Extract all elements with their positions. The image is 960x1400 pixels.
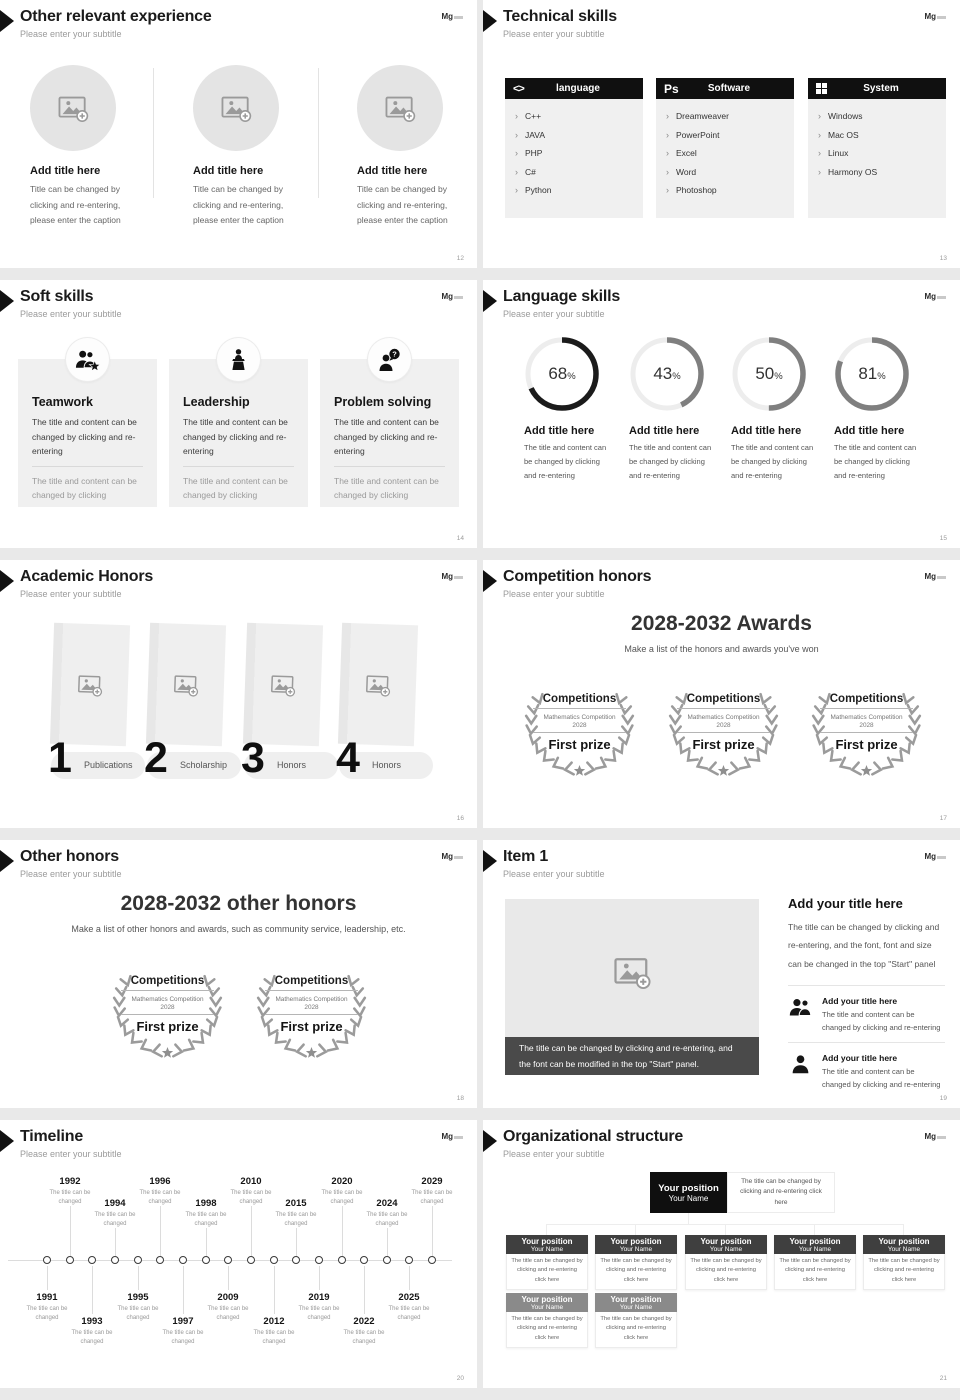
badge-year: 2028 (121, 1004, 214, 1015)
page-number: 15 (939, 535, 947, 542)
skill-item: › JAVA (515, 130, 643, 140)
timeline-event: 2022 The title can be changed (343, 1316, 385, 1346)
soft-skill-card-teamwork (18, 359, 157, 507)
slide-subtitle: Please enter your subtitle (20, 869, 122, 879)
gauge-title: Add title here (731, 425, 802, 437)
timeline-event: 1994 The title can be changed (94, 1198, 136, 1228)
brand-logo: Mg (441, 12, 463, 21)
slide-subtitle: Please enter your subtitle (503, 1149, 605, 1159)
badge-line1: Mathematics Competition (275, 996, 348, 1003)
timeline-event: 1996 The title can be changed (139, 1176, 181, 1206)
honor-item (336, 734, 433, 782)
badge-year: 2028 (533, 722, 626, 733)
item-caption: Title can be changed by clicking and re-entering, please enter the caption (193, 184, 284, 226)
skill-item: › Linux (818, 148, 946, 158)
connector (409, 1266, 410, 1290)
panel-item (788, 985, 945, 1043)
timeline-event: 2012 The title can be changed (253, 1316, 295, 1346)
slide-subtitle: Please enter your subtitle (20, 29, 122, 39)
connector (635, 1224, 636, 1235)
image-placeholder-icon (612, 954, 652, 990)
skills-list (505, 99, 643, 218)
card-footer: The title and content can be changed by clicking (32, 475, 137, 501)
page-number: 13 (939, 255, 947, 262)
gauge-caption: The title and content can be changed by clicking and re-entering (731, 443, 814, 480)
skill-item: › C++ (515, 111, 643, 121)
timeline-node (270, 1256, 278, 1264)
gauge-caption: The title and content can be changed by clicking and re-entering (834, 443, 917, 480)
slide-subtitle: Please enter your subtitle (503, 589, 605, 599)
org-node: Your position Your Name The title can be changed by clicking and re-entering click here (506, 1293, 588, 1348)
teamwork-icon (74, 348, 101, 372)
slide-title: Other relevant experience (20, 8, 212, 25)
card-body: The title and content can be changed by clicking and re-entering (334, 417, 439, 457)
skill-item: › Harmony OS (818, 167, 946, 177)
awards-heading: 2028-2032 Awards (631, 612, 812, 635)
org-root-node: Your position Your Name (650, 1172, 727, 1213)
slide-language-skills[interactable] (483, 280, 960, 548)
timeline-node (315, 1256, 323, 1264)
connector (47, 1266, 48, 1290)
divider (334, 466, 445, 467)
org-root-note: The title can be changed by clicking and re-entering click here (727, 1172, 835, 1213)
honor-item (241, 734, 338, 782)
gauge-value: 68 % (548, 364, 576, 383)
connector (115, 1228, 116, 1256)
column-title: language (556, 83, 600, 94)
connector (70, 1206, 71, 1256)
brand-logo: Mg (924, 572, 946, 581)
badge-year: 2028 (677, 722, 770, 733)
badge-title: Competitions (820, 693, 913, 709)
brand-logo: Mg (924, 1132, 946, 1141)
org-node: Your position Your Name The title can be changed by clicking and re-entering click here (506, 1235, 588, 1290)
gauge-value: 50 % (755, 364, 783, 383)
image-placeholder-icon (270, 672, 297, 697)
timeline-event: 1993 The title can be changed (71, 1316, 113, 1346)
honor-label: Honors (244, 752, 338, 779)
item-title: Add your title here (822, 1053, 898, 1064)
slide-timeline[interactable] (0, 1120, 477, 1388)
slide-title: Item 1 (503, 848, 549, 865)
image-placeholder (30, 65, 116, 151)
slide-organizational-structure[interactable] (483, 1120, 960, 1388)
honor-item (48, 734, 145, 782)
skill-item: › Word (666, 167, 794, 177)
page-number: 16 (456, 815, 464, 822)
connector (319, 1266, 320, 1290)
honor-item (144, 734, 241, 782)
image-placeholder (243, 623, 323, 747)
card-footer: The title and content can be changed by clicking (183, 475, 288, 501)
timeline-event: 2020 The title can be changed (321, 1176, 363, 1206)
brand-logo: Mg (924, 852, 946, 861)
skill-item: › C# (515, 167, 643, 177)
slide-title-arrow-icon (483, 570, 497, 592)
slide-technical-skills[interactable] (483, 0, 960, 268)
timeline-node (405, 1256, 413, 1264)
awards-caption: Make a list of the honors and awards you've won (624, 644, 819, 654)
language-gauge (731, 336, 819, 483)
panel-item (788, 1042, 945, 1100)
org-node: Your position Your Name The title can be changed by clicking and re-entering click here (685, 1235, 767, 1290)
slide-title-arrow-icon (0, 570, 14, 592)
skill-item: › Photoshop (666, 185, 794, 195)
column-header (808, 78, 946, 99)
column-title: System (863, 83, 899, 94)
brand-logo: Mg (441, 852, 463, 861)
connector (92, 1266, 93, 1314)
brand-logo: Mg (441, 572, 463, 581)
skill-item: › Excel (666, 148, 794, 158)
award-badge (803, 684, 930, 785)
gauge-value: 43 % (653, 364, 681, 383)
slide-subtitle: Please enter your subtitle (20, 589, 122, 599)
slide-title-arrow-icon (0, 290, 14, 312)
slide-title: Language skills (503, 288, 621, 305)
slide-title-arrow-icon (0, 1130, 14, 1152)
gauge-caption: The title and content can be changed by clicking and re-entering (629, 443, 712, 480)
timeline-node (134, 1256, 142, 1264)
leadership-icon (225, 348, 252, 372)
slide-other-relevant-experience[interactable] (0, 0, 477, 268)
slide-item-1[interactable] (483, 840, 960, 1108)
brand-logo: Mg (441, 292, 463, 301)
image-placeholder (193, 65, 279, 151)
skill-item: › Windows (818, 111, 946, 121)
badge-prize: First prize (835, 737, 898, 753)
timeline-event: 2009 The title can be changed (207, 1292, 249, 1322)
gauge-caption: The title and content can be changed by clicking and re-entering (524, 443, 607, 480)
item-title: Add title here (30, 165, 101, 177)
card-title: Teamwork (32, 395, 93, 409)
badge-title: Competitions (677, 693, 770, 709)
badge-line1: Mathematics Competition (687, 714, 760, 721)
soft-skill-card-leadership (169, 359, 308, 507)
timeline-event: 2019 The title can be changed (298, 1292, 340, 1322)
org-node: Your position Your Name The title can be changed by clicking and re-entering click here (595, 1293, 677, 1348)
slide-title: Competition honors (503, 568, 652, 585)
connector (903, 1224, 904, 1235)
connector (725, 1224, 726, 1235)
slide-competition-honors[interactable] (483, 560, 960, 828)
item-caption: Title can be changed by clicking and re-entering, please enter the caption (30, 184, 121, 226)
org-node: Your position Your Name The title can be changed by clicking and re-entering click here (863, 1235, 945, 1290)
timeline-node (179, 1256, 187, 1264)
org-node: Your position Your Name The title can be changed by clicking and re-entering click here (595, 1235, 677, 1290)
connector (274, 1266, 275, 1314)
timeline-node (247, 1256, 255, 1264)
timeline-node (66, 1256, 74, 1264)
slide-title: Organizational structure (503, 1128, 684, 1145)
item-body: The title and content can be changed by clicking and re-entering (822, 1009, 941, 1032)
skill-item: › Python (515, 185, 643, 195)
timeline-event: 1991 The title can be changed (26, 1292, 68, 1322)
timeline-event: 2024 The title can be changed (366, 1198, 408, 1228)
card-body: The title and content can be changed by clicking and re-entering (183, 417, 288, 457)
slide-title-arrow-icon (483, 290, 497, 312)
panel-body: The title can be changed by clicking and re-entering, and the font, font and size can be changed in the top "Start" panel (788, 922, 940, 969)
divider (318, 68, 319, 198)
honor-number: 1 (48, 734, 72, 782)
connector (296, 1228, 297, 1256)
brand-logo: Mg (441, 1132, 463, 1141)
slide-title-arrow-icon (483, 10, 497, 32)
page-number: 19 (939, 1095, 947, 1102)
connector (183, 1266, 184, 1314)
image-placeholder-icon (220, 93, 252, 123)
timeline-node (360, 1256, 368, 1264)
badge-prize: First prize (280, 1019, 343, 1035)
connector (206, 1228, 207, 1256)
slide-other-honors[interactable] (0, 840, 477, 1108)
slide-subtitle: Please enter your subtitle (20, 1149, 122, 1159)
connector (160, 1206, 161, 1256)
connector (387, 1228, 388, 1256)
soft-skill-card-problem-solving (320, 359, 459, 507)
timeline-node (383, 1256, 391, 1264)
timeline-node (111, 1256, 119, 1264)
image-placeholder-icon (173, 672, 200, 697)
skill-item: › Dreamweaver (666, 111, 794, 121)
divider (32, 466, 143, 467)
badge-prize: First prize (136, 1019, 199, 1035)
org-node: Your position Your Name The title can be changed by clicking and re-entering click here (774, 1235, 856, 1290)
award-badge (104, 966, 231, 1067)
gauge-title: Add title here (834, 425, 905, 437)
timeline-node (202, 1256, 210, 1264)
slide-title: Academic Honors (20, 568, 154, 585)
timeline-event: 2015 The title can be changed (275, 1198, 317, 1228)
item-title: Add your title here (822, 995, 898, 1006)
skill-item: › PowerPoint (666, 130, 794, 140)
timeline-event: 2029 The title can be changed (411, 1176, 453, 1206)
connector (688, 1213, 689, 1224)
page-number: 14 (456, 535, 464, 542)
code-icon: <> (513, 82, 524, 95)
slide-title: Soft skills (20, 288, 94, 305)
connector (228, 1266, 229, 1290)
connector (138, 1266, 139, 1290)
timeline-event: 1998 The title can be changed (185, 1198, 227, 1228)
page-number: 12 (456, 255, 464, 262)
honor-label: Honors (339, 752, 433, 779)
photoshop-icon: Ps (664, 81, 679, 96)
skill-item: › Mac OS (818, 130, 946, 140)
gauge-value: 81 % (858, 364, 886, 383)
badge-prize: First prize (548, 737, 611, 753)
honor-number: 3 (241, 734, 265, 782)
brand-logo: Mg (924, 292, 946, 301)
skills-column-system (808, 78, 946, 218)
timeline-event: 1992 The title can be changed (49, 1176, 91, 1206)
gauge-title: Add title here (524, 425, 595, 437)
badge-line1: Mathematics Competition (543, 714, 616, 721)
column-title: Software (707, 83, 751, 94)
experience-item (30, 65, 142, 229)
badge-title: Competitions (533, 693, 626, 709)
item-caption: Title can be changed by clicking and re-entering, please enter the caption (357, 184, 448, 226)
slide-subtitle: Please enter your subtitle (503, 869, 605, 879)
connector (546, 1224, 547, 1235)
timeline-node (43, 1256, 51, 1264)
skills-list (808, 99, 946, 218)
slide-soft-skills[interactable] (0, 280, 477, 548)
slide-academic-honors[interactable] (0, 560, 477, 828)
timeline-node (428, 1256, 436, 1264)
slide-title-arrow-icon (483, 1130, 497, 1152)
awards-heading: 2028-2032 other honors (120, 892, 357, 915)
connector (342, 1206, 343, 1256)
card-body: The title and content can be changed by clicking and re-entering (32, 417, 137, 457)
item-title: Add title here (357, 165, 428, 177)
connector (814, 1224, 815, 1235)
skills-column-language (505, 78, 643, 218)
experience-item (357, 65, 469, 229)
slide-subtitle: Please enter your subtitle (503, 309, 605, 319)
icon-circle (217, 338, 260, 381)
connector (251, 1206, 252, 1256)
windows-icon (816, 83, 840, 94)
image-placeholder (357, 65, 443, 151)
badge-year: 2028 (820, 722, 913, 733)
gauge-title: Add title here (629, 425, 700, 437)
divider (183, 466, 294, 467)
icon-circle (368, 338, 411, 381)
people-icon (788, 997, 813, 1018)
image-placeholder-icon (384, 93, 416, 123)
badge-prize: First prize (692, 737, 755, 753)
divider (153, 68, 154, 198)
connector (364, 1266, 365, 1314)
card-title: Problem solving (334, 395, 432, 409)
image-placeholder (146, 623, 226, 747)
image-placeholder (505, 899, 759, 1075)
skill-item: › PHP (515, 148, 643, 158)
image-placeholder-icon (365, 672, 392, 697)
timeline-event: 2010 The title can be changed (230, 1176, 272, 1206)
awards-caption: Make a list of other honors and awards, such as community service, leadership, etc. (71, 924, 406, 934)
skills-column-software (656, 78, 794, 218)
timeline-event: 1997 The title can be changed (162, 1316, 204, 1346)
column-header (505, 78, 643, 99)
slide-title-arrow-icon (483, 850, 497, 872)
item-title: Add title here (193, 165, 264, 177)
content-panel (788, 896, 945, 1100)
timeline-node (88, 1256, 96, 1264)
award-badge (516, 684, 643, 785)
badge-title: Competitions (265, 975, 358, 991)
badge-line1: Mathematics Competition (830, 714, 903, 721)
slide-title: Technical skills (503, 8, 617, 25)
honor-number: 4 (336, 734, 360, 782)
slide-subtitle: Please enter your subtitle (503, 29, 605, 39)
timeline-node (292, 1256, 300, 1264)
award-badge (660, 684, 787, 785)
image-placeholder-icon (57, 93, 89, 123)
image-placeholder (50, 623, 130, 747)
panel-title: Add your title here (788, 896, 903, 911)
experience-item (193, 65, 305, 229)
language-gauge (524, 336, 612, 483)
timeline-node (156, 1256, 164, 1264)
image-placeholder-icon (77, 672, 104, 697)
slide-title-arrow-icon (0, 10, 14, 32)
language-gauge (629, 336, 717, 483)
person-icon (788, 1054, 813, 1075)
badge-line1: Mathematics Competition (131, 996, 204, 1003)
page-number: 20 (456, 1375, 464, 1382)
column-header (656, 78, 794, 99)
award-badge (248, 966, 375, 1067)
slide-subtitle: Please enter your subtitle (20, 309, 122, 319)
page-number: 17 (939, 815, 947, 822)
timeline-node (224, 1256, 232, 1264)
icon-circle (66, 338, 109, 381)
card-title: Leadership (183, 395, 250, 409)
timeline-node (338, 1256, 346, 1264)
brand-logo: Mg (924, 12, 946, 21)
page-number: 18 (456, 1095, 464, 1102)
badge-year: 2028 (265, 1004, 358, 1015)
card-footer: The title and content can be changed by clicking (334, 475, 439, 501)
timeline-event: 1995 The title can be changed (117, 1292, 159, 1322)
connector (432, 1206, 433, 1256)
honor-label: Publications (51, 752, 145, 779)
image-placeholder (338, 623, 418, 747)
honor-label: Scholarship (147, 752, 241, 779)
honor-number: 2 (144, 734, 168, 782)
page-number: 21 (939, 1375, 947, 1382)
slide-title: Other honors (20, 848, 119, 865)
image-caption: The title can be changed by clicking and re-entering, and the font can be modified in the top "Start" panel. (505, 1037, 759, 1075)
slide-title: Timeline (20, 1128, 84, 1145)
badge-title: Competitions (121, 975, 214, 991)
timeline-event: 2025 The title can be changed (388, 1292, 430, 1322)
slide-title-arrow-icon (0, 850, 14, 872)
item-body: The title and content can be changed by clicking and re-entering (822, 1067, 941, 1090)
language-gauge (834, 336, 922, 483)
problem-solving-icon (376, 348, 403, 372)
skills-list (656, 99, 794, 218)
